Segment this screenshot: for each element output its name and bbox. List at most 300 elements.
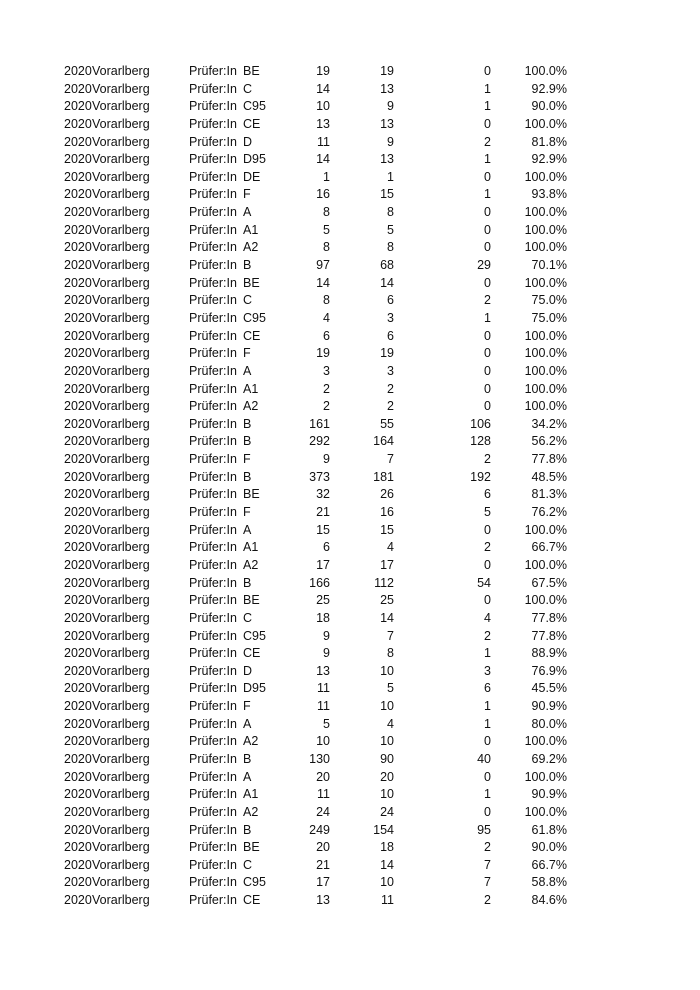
- table-row: [0, 222, 700, 240]
- table-row: [0, 857, 700, 875]
- role-cell: Prüfer:In: [189, 469, 237, 484]
- failed-cell: 1: [484, 99, 491, 114]
- table-row: [0, 469, 700, 487]
- pass-rate-cell: 90.0%: [531, 840, 567, 855]
- passed-cell: 10: [380, 699, 394, 714]
- table-row: [0, 186, 700, 204]
- year-cell: 2020: [64, 116, 92, 131]
- failed-cell: 0: [484, 222, 491, 237]
- role-cell: Prüfer:In: [189, 663, 237, 678]
- passed-cell: 3: [387, 363, 394, 378]
- license-class-cell: A1: [243, 540, 259, 555]
- total-cell: 8: [323, 293, 330, 308]
- license-class-cell: A2: [243, 240, 259, 255]
- passed-cell: 17: [380, 557, 394, 572]
- year-cell: 2020: [64, 381, 92, 396]
- failed-cell: 6: [484, 487, 491, 502]
- role-cell: Prüfer:In: [189, 399, 237, 414]
- table-row: [0, 628, 700, 646]
- total-cell: 8: [323, 240, 330, 255]
- year-cell: 2020: [64, 258, 92, 273]
- region-cell: Vorarlberg: [92, 751, 150, 766]
- failed-cell: 1: [484, 646, 491, 661]
- failed-cell: 1: [484, 81, 491, 96]
- passed-cell: 10: [380, 787, 394, 802]
- total-cell: 17: [316, 557, 330, 572]
- failed-cell: 0: [484, 240, 491, 255]
- pass-rate-cell: 77.8%: [531, 452, 567, 467]
- license-class-cell: A1: [243, 381, 259, 396]
- pass-rate-cell: 100.0%: [524, 346, 567, 361]
- pass-rate-cell: 56.2%: [531, 434, 567, 449]
- pass-rate-cell: 67.5%: [531, 575, 567, 590]
- passed-cell: 16: [380, 505, 394, 520]
- role-cell: Prüfer:In: [189, 646, 237, 661]
- license-class-cell: B: [243, 416, 252, 431]
- license-class-cell: CE: [243, 893, 261, 908]
- year-cell: 2020: [64, 469, 92, 484]
- table-row: [0, 504, 700, 522]
- table-row: [0, 275, 700, 293]
- total-cell: 2: [323, 381, 330, 396]
- year-cell: 2020: [64, 293, 92, 308]
- passed-cell: 11: [381, 893, 394, 908]
- total-cell: 21: [316, 505, 330, 520]
- role-cell: Prüfer:In: [189, 734, 237, 749]
- role-cell: Prüfer:In: [189, 434, 237, 449]
- failed-cell: 4: [484, 610, 491, 625]
- year-cell: 2020: [64, 152, 92, 167]
- region-cell: Vorarlberg: [92, 593, 150, 608]
- pass-rate-cell: 90.9%: [531, 699, 567, 714]
- failed-cell: 1: [484, 187, 491, 202]
- table-row: [0, 892, 700, 910]
- table-row: [0, 169, 700, 187]
- total-cell: 10: [316, 734, 330, 749]
- failed-cell: 0: [484, 116, 491, 131]
- failed-cell: 6: [484, 681, 491, 696]
- table-row: [0, 151, 700, 169]
- role-cell: Prüfer:In: [189, 452, 237, 467]
- pass-rate-cell: 66.7%: [531, 540, 567, 555]
- table-row: [0, 874, 700, 892]
- role-cell: Prüfer:In: [189, 416, 237, 431]
- year-cell: 2020: [64, 628, 92, 643]
- passed-cell: 13: [380, 81, 394, 96]
- role-cell: Prüfer:In: [189, 840, 237, 855]
- total-cell: 24: [316, 804, 330, 819]
- year-cell: 2020: [64, 716, 92, 731]
- region-cell: Vorarlberg: [92, 222, 150, 237]
- passed-cell: 68: [380, 258, 394, 273]
- passed-cell: 9: [387, 99, 394, 114]
- table-row: [0, 769, 700, 787]
- pass-rate-cell: 93.8%: [531, 187, 567, 202]
- license-class-cell: A: [243, 205, 252, 220]
- passed-cell: 19: [380, 64, 394, 78]
- pass-rate-cell: 48.5%: [531, 469, 567, 484]
- license-class-cell: A: [243, 769, 252, 784]
- role-cell: Prüfer:In: [189, 363, 237, 378]
- failed-cell: 0: [484, 346, 491, 361]
- pass-rate-cell: 81.3%: [531, 487, 567, 502]
- year-cell: 2020: [64, 699, 92, 714]
- total-cell: 166: [309, 575, 330, 590]
- pass-rate-cell: 90.9%: [531, 787, 567, 802]
- total-cell: 20: [316, 769, 330, 784]
- license-class-cell: F: [243, 505, 251, 520]
- role-cell: Prüfer:In: [189, 381, 237, 396]
- year-cell: 2020: [64, 310, 92, 325]
- license-class-cell: F: [243, 346, 251, 361]
- license-class-cell: A1: [243, 222, 259, 237]
- year-cell: 2020: [64, 751, 92, 766]
- table-row: [0, 786, 700, 804]
- pass-rate-cell: 100.0%: [524, 275, 567, 290]
- table-row: [0, 451, 700, 469]
- passed-cell: 1: [387, 169, 394, 184]
- failed-cell: 2: [484, 840, 491, 855]
- region-cell: Vorarlberg: [92, 522, 150, 537]
- role-cell: Prüfer:In: [189, 628, 237, 643]
- pass-rate-cell: 84.6%: [531, 893, 567, 908]
- failed-cell: 0: [484, 593, 491, 608]
- pass-rate-cell: 66.7%: [531, 857, 567, 872]
- license-class-cell: F: [243, 699, 251, 714]
- passed-cell: 4: [387, 716, 394, 731]
- table-row: [0, 804, 700, 822]
- passed-cell: 15: [380, 187, 394, 202]
- total-cell: 2: [323, 399, 330, 414]
- total-cell: 10: [316, 99, 330, 114]
- pass-rate-cell: 77.8%: [531, 610, 567, 625]
- region-cell: Vorarlberg: [92, 205, 150, 220]
- pass-rate-cell: 76.9%: [531, 663, 567, 678]
- region-cell: Vorarlberg: [92, 187, 150, 202]
- year-cell: 2020: [64, 487, 92, 502]
- role-cell: Prüfer:In: [189, 804, 237, 819]
- pass-rate-cell: 75.0%: [531, 310, 567, 325]
- total-cell: 11: [317, 681, 330, 696]
- license-class-cell: B: [243, 258, 252, 273]
- region-cell: Vorarlberg: [92, 646, 150, 661]
- failed-cell: 2: [484, 893, 491, 908]
- license-class-cell: DE: [243, 169, 261, 184]
- year-cell: 2020: [64, 328, 92, 343]
- year-cell: 2020: [64, 64, 92, 78]
- total-cell: 4: [323, 310, 330, 325]
- table-row: [0, 81, 700, 99]
- total-cell: 32: [316, 487, 330, 502]
- total-cell: 9: [323, 646, 330, 661]
- region-cell: Vorarlberg: [92, 81, 150, 96]
- license-class-cell: A2: [243, 804, 259, 819]
- passed-cell: 6: [387, 293, 394, 308]
- year-cell: 2020: [64, 240, 92, 255]
- year-cell: 2020: [64, 505, 92, 520]
- table-row: [0, 134, 700, 152]
- failed-cell: 3: [484, 663, 491, 678]
- year-cell: 2020: [64, 769, 92, 784]
- pass-rate-cell: 90.0%: [531, 99, 567, 114]
- role-cell: Prüfer:In: [189, 505, 237, 520]
- table-row: [0, 328, 700, 346]
- license-class-cell: BE: [243, 487, 260, 502]
- passed-cell: 13: [380, 116, 394, 131]
- passed-cell: 4: [387, 540, 394, 555]
- passed-cell: 19: [380, 346, 394, 361]
- pass-rate-cell: 100.0%: [524, 399, 567, 414]
- passed-cell: 10: [380, 734, 394, 749]
- region-cell: Vorarlberg: [92, 293, 150, 308]
- region-cell: Vorarlberg: [92, 804, 150, 819]
- year-cell: 2020: [64, 840, 92, 855]
- year-cell: 2020: [64, 540, 92, 555]
- region-cell: Vorarlberg: [92, 328, 150, 343]
- region-cell: Vorarlberg: [92, 152, 150, 167]
- table-row: [0, 381, 700, 399]
- license-class-cell: B: [243, 575, 252, 590]
- pass-rate-cell: 69.2%: [531, 751, 567, 766]
- failed-cell: 7: [484, 857, 491, 872]
- region-cell: Vorarlberg: [92, 469, 150, 484]
- pass-rate-cell: 100.0%: [524, 116, 567, 131]
- pass-rate-cell: 45.5%: [531, 681, 567, 696]
- year-cell: 2020: [64, 857, 92, 872]
- year-cell: 2020: [64, 222, 92, 237]
- table-row: [0, 716, 700, 734]
- license-class-cell: A: [243, 363, 252, 378]
- license-class-cell: F: [243, 452, 251, 467]
- region-cell: Vorarlberg: [92, 557, 150, 572]
- pass-rate-cell: 100.0%: [524, 522, 567, 537]
- role-cell: Prüfer:In: [189, 557, 237, 572]
- license-class-cell: A2: [243, 734, 259, 749]
- region-cell: Vorarlberg: [92, 363, 150, 378]
- role-cell: Prüfer:In: [189, 116, 237, 131]
- failed-cell: 54: [477, 575, 491, 590]
- table-row: [0, 610, 700, 628]
- total-cell: 16: [316, 187, 330, 202]
- failed-cell: 192: [470, 469, 491, 484]
- failed-cell: 40: [477, 751, 491, 766]
- pass-rate-cell: 100.0%: [524, 734, 567, 749]
- passed-cell: 14: [380, 857, 394, 872]
- failed-cell: 0: [484, 328, 491, 343]
- pass-rate-cell: 100.0%: [524, 240, 567, 255]
- failed-cell: 2: [484, 293, 491, 308]
- data-table: [0, 63, 700, 910]
- passed-cell: 3: [387, 310, 394, 325]
- passed-cell: 14: [380, 610, 394, 625]
- license-class-cell: CE: [243, 116, 261, 131]
- passed-cell: 10: [380, 663, 394, 678]
- total-cell: 19: [316, 346, 330, 361]
- total-cell: 11: [317, 699, 330, 714]
- year-cell: 2020: [64, 787, 92, 802]
- region-cell: Vorarlberg: [92, 857, 150, 872]
- passed-cell: 2: [387, 399, 394, 414]
- failed-cell: 0: [484, 64, 491, 78]
- table-row: [0, 663, 700, 681]
- role-cell: Prüfer:In: [189, 787, 237, 802]
- year-cell: 2020: [64, 893, 92, 908]
- role-cell: Prüfer:In: [189, 222, 237, 237]
- total-cell: 5: [323, 222, 330, 237]
- failed-cell: 0: [484, 205, 491, 220]
- pass-rate-cell: 77.8%: [531, 628, 567, 643]
- failed-cell: 0: [484, 363, 491, 378]
- role-cell: Prüfer:In: [189, 487, 237, 502]
- failed-cell: 1: [484, 152, 491, 167]
- failed-cell: 2: [484, 452, 491, 467]
- table-row: [0, 822, 700, 840]
- year-cell: 2020: [64, 822, 92, 837]
- year-cell: 2020: [64, 169, 92, 184]
- year-cell: 2020: [64, 610, 92, 625]
- passed-cell: 20: [380, 769, 394, 784]
- license-class-cell: CE: [243, 328, 261, 343]
- total-cell: 6: [323, 328, 330, 343]
- region-cell: Vorarlberg: [92, 381, 150, 396]
- role-cell: Prüfer:In: [189, 328, 237, 343]
- total-cell: 19: [316, 64, 330, 78]
- region-cell: Vorarlberg: [92, 787, 150, 802]
- license-class-cell: A: [243, 716, 252, 731]
- passed-cell: 181: [373, 469, 394, 484]
- pass-rate-cell: 100.0%: [524, 205, 567, 220]
- total-cell: 20: [316, 840, 330, 855]
- failed-cell: 1: [484, 787, 491, 802]
- role-cell: Prüfer:In: [189, 310, 237, 325]
- table-row: [0, 292, 700, 310]
- failed-cell: 5: [484, 505, 491, 520]
- license-class-cell: B: [243, 751, 252, 766]
- failed-cell: 0: [484, 557, 491, 572]
- pass-rate-cell: 88.9%: [531, 646, 567, 661]
- passed-cell: 26: [380, 487, 394, 502]
- region-cell: Vorarlberg: [92, 116, 150, 131]
- year-cell: 2020: [64, 557, 92, 572]
- role-cell: Prüfer:In: [189, 240, 237, 255]
- year-cell: 2020: [64, 646, 92, 661]
- license-class-cell: C95: [243, 99, 266, 114]
- failed-cell: 2: [484, 134, 491, 149]
- table-row: [0, 557, 700, 575]
- role-cell: Prüfer:In: [189, 716, 237, 731]
- total-cell: 14: [316, 275, 330, 290]
- license-class-cell: D95: [243, 681, 266, 696]
- region-cell: Vorarlberg: [92, 258, 150, 273]
- pass-rate-cell: 81.8%: [531, 134, 567, 149]
- region-cell: Vorarlberg: [92, 822, 150, 837]
- year-cell: 2020: [64, 593, 92, 608]
- passed-cell: 24: [380, 804, 394, 819]
- license-class-cell: F: [243, 187, 251, 202]
- total-cell: 373: [309, 469, 330, 484]
- region-cell: Vorarlberg: [92, 769, 150, 784]
- region-cell: Vorarlberg: [92, 628, 150, 643]
- passed-cell: 18: [380, 840, 394, 855]
- license-class-cell: A2: [243, 399, 259, 414]
- year-cell: 2020: [64, 522, 92, 537]
- role-cell: Prüfer:In: [189, 610, 237, 625]
- failed-cell: 95: [477, 822, 491, 837]
- passed-cell: 154: [373, 822, 394, 837]
- total-cell: 13: [316, 116, 330, 131]
- region-cell: Vorarlberg: [92, 346, 150, 361]
- region-cell: Vorarlberg: [92, 716, 150, 731]
- pass-rate-cell: 76.2%: [531, 505, 567, 520]
- passed-cell: 5: [387, 681, 394, 696]
- total-cell: 14: [316, 152, 330, 167]
- pass-rate-cell: 92.9%: [531, 152, 567, 167]
- pass-rate-cell: 100.0%: [524, 222, 567, 237]
- total-cell: 15: [316, 522, 330, 537]
- total-cell: 13: [316, 893, 330, 908]
- pass-rate-cell: 100.0%: [524, 363, 567, 378]
- total-cell: 3: [323, 363, 330, 378]
- table-row: [0, 239, 700, 257]
- table-row: [0, 363, 700, 381]
- pass-rate-cell: 75.0%: [531, 293, 567, 308]
- year-cell: 2020: [64, 81, 92, 96]
- license-class-cell: BE: [243, 64, 260, 78]
- passed-cell: 8: [387, 205, 394, 220]
- role-cell: Prüfer:In: [189, 64, 237, 78]
- passed-cell: 25: [380, 593, 394, 608]
- region-cell: Vorarlberg: [92, 663, 150, 678]
- pass-rate-cell: 92.9%: [531, 81, 567, 96]
- table-row: [0, 698, 700, 716]
- failed-cell: 7: [484, 875, 491, 890]
- region-cell: Vorarlberg: [92, 169, 150, 184]
- role-cell: Prüfer:In: [189, 522, 237, 537]
- role-cell: Prüfer:In: [189, 169, 237, 184]
- role-cell: Prüfer:In: [189, 346, 237, 361]
- table-row: [0, 751, 700, 769]
- passed-cell: 9: [387, 134, 394, 149]
- region-cell: Vorarlberg: [92, 875, 150, 890]
- role-cell: Prüfer:In: [189, 99, 237, 114]
- table-row: [0, 733, 700, 751]
- failed-cell: 1: [484, 716, 491, 731]
- role-cell: Prüfer:In: [189, 152, 237, 167]
- failed-cell: 106: [470, 416, 491, 431]
- total-cell: 18: [316, 610, 330, 625]
- failed-cell: 2: [484, 540, 491, 555]
- pass-rate-cell: 58.8%: [531, 875, 567, 890]
- pass-rate-cell: 100.0%: [524, 557, 567, 572]
- year-cell: 2020: [64, 187, 92, 202]
- year-cell: 2020: [64, 134, 92, 149]
- year-cell: 2020: [64, 434, 92, 449]
- role-cell: Prüfer:In: [189, 681, 237, 696]
- role-cell: Prüfer:In: [189, 893, 237, 908]
- failed-cell: 0: [484, 169, 491, 184]
- total-cell: 161: [309, 416, 330, 431]
- region-cell: Vorarlberg: [92, 893, 150, 908]
- total-cell: 17: [316, 875, 330, 890]
- table-row: [0, 592, 700, 610]
- table-row: [0, 345, 700, 363]
- table-row: [0, 522, 700, 540]
- total-cell: 11: [317, 134, 330, 149]
- pass-rate-cell: 100.0%: [524, 381, 567, 396]
- pass-rate-cell: 70.1%: [531, 258, 567, 273]
- total-cell: 97: [316, 258, 330, 273]
- role-cell: Prüfer:In: [189, 593, 237, 608]
